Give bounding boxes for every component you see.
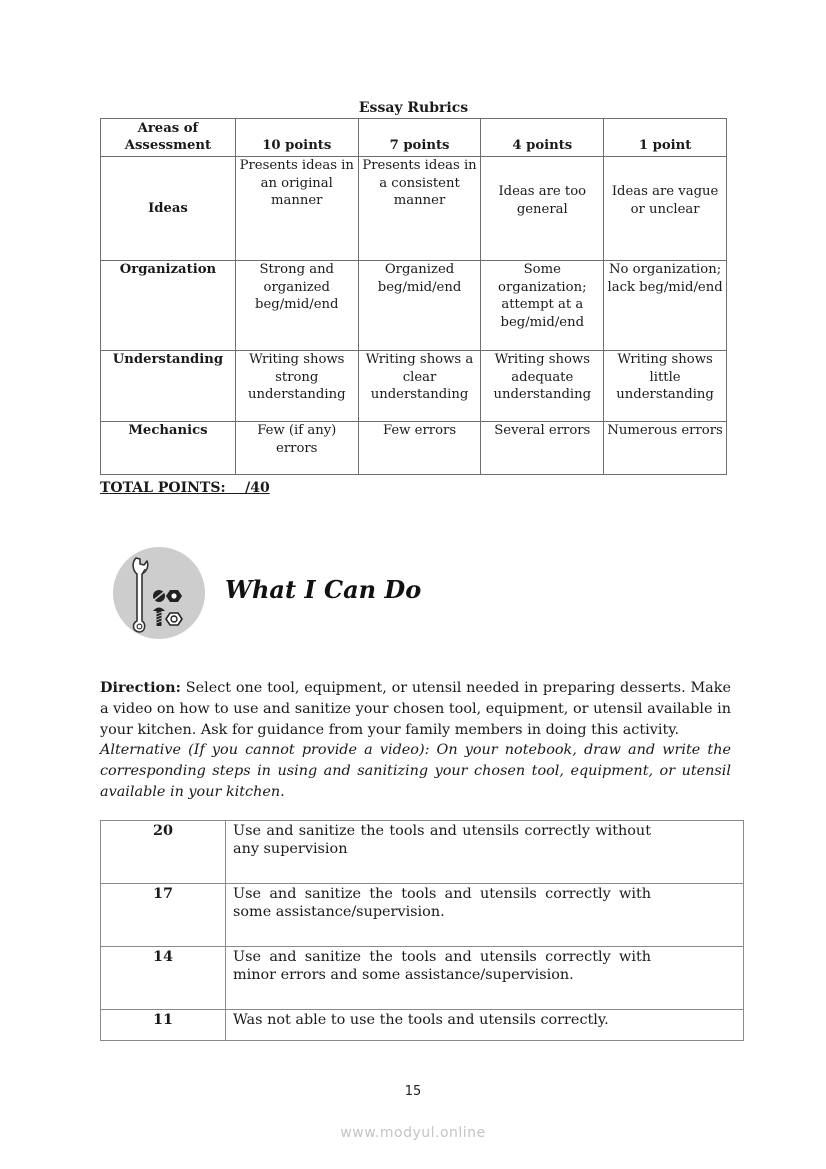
score-description: Use and sanitize the tools and utensils correctly with minor errors and some assistance/supervision. — [226, 947, 744, 1010]
rubric-cell: Writing shows adequate understanding — [481, 351, 604, 422]
rubric-cell: Organized beg/mid/end — [358, 261, 481, 351]
rubric-cell: Strong and organized beg/mid/end — [235, 261, 358, 351]
alternative-text: Alternative (If you cannot provide a video): On your notebook, draw and write the corresponding steps in using and sanitizing your chosen tool, equipment, or utensil available in your kitchen. — [100, 742, 731, 800]
scoring-row — [101, 947, 744, 1010]
rubric-cell: Writing shows strong understanding — [235, 351, 358, 422]
direction-label: Direction: — [100, 679, 181, 696]
rubric-cell: Ideas are too general — [481, 157, 604, 261]
rubric-title: Essay Rubrics — [358, 100, 469, 116]
score-description: Was not able to use the tools and utensils correctly. — [226, 1010, 744, 1041]
header-1-point: 1 point — [604, 119, 727, 157]
rubric-cell: Several errors — [481, 422, 604, 475]
essay-rubric-table — [100, 118, 727, 475]
rubric-row-organization — [101, 261, 727, 351]
score-description: Use and sanitize the tools and utensils correctly without any supervision — [226, 821, 744, 884]
rubric-header-row — [101, 119, 727, 157]
rubric-row-mechanics — [101, 422, 727, 475]
header-7-points: 7 points — [358, 119, 481, 157]
rubric-cell: Presents ideas in a consistent manner — [358, 157, 481, 261]
rubric-cell: Numerous errors — [604, 422, 727, 475]
scoring-row — [101, 884, 744, 947]
area-label: Organization — [101, 261, 236, 351]
rubric-cell: Writing shows little understanding — [604, 351, 727, 422]
rubric-cell: No organization; lack beg/mid/end — [604, 261, 727, 351]
score-value: 14 — [101, 947, 226, 1010]
section-title: What I Can Do — [225, 575, 422, 604]
score-description: Use and sanitize the tools and utensils correctly with some assistance/supervision. — [226, 884, 744, 947]
watermark: www.modyul.online — [340, 1125, 486, 1141]
scoring-row — [101, 821, 744, 884]
header-10-points: 10 points — [235, 119, 358, 157]
header-4-points: 4 points — [481, 119, 604, 157]
rubric-cell: Some organization; attempt at a beg/mid/end — [481, 261, 604, 351]
rubric-cell: Writing shows a clear understanding — [358, 351, 481, 422]
rubric-row-understanding — [101, 351, 727, 422]
wrench-and-bolts-icon — [112, 546, 206, 640]
scoring-table — [100, 820, 744, 1041]
direction-text: Select one tool, equipment, or utensil needed in preparing desserts. Make a video on how to use and sanitize your chosen tool, equipment, or utensil available in your kitchen. Ask for guidance from your family members in doing this activity. — [100, 680, 731, 738]
area-label: Ideas — [101, 157, 236, 261]
area-label: Understanding — [101, 351, 236, 422]
score-value: 20 — [101, 821, 226, 884]
rubric-cell: Presents ideas in an original manner — [235, 157, 358, 261]
score-value: 11 — [101, 1010, 226, 1041]
score-value: 17 — [101, 884, 226, 947]
area-label: Mechanics — [101, 422, 236, 475]
rubric-cell: Few errors — [358, 422, 481, 475]
total-points: TOTAL POINTS: /40 — [100, 480, 270, 496]
header-areas: Areas of Assessment — [101, 119, 236, 157]
rubric-row-ideas — [101, 157, 727, 261]
direction-paragraph — [100, 678, 731, 803]
rubric-cell: Few (if any) errors — [235, 422, 358, 475]
scoring-row — [101, 1010, 744, 1041]
page-number: 15 — [404, 1084, 422, 1099]
rubric-cell: Ideas are vague or unclear — [604, 157, 727, 261]
